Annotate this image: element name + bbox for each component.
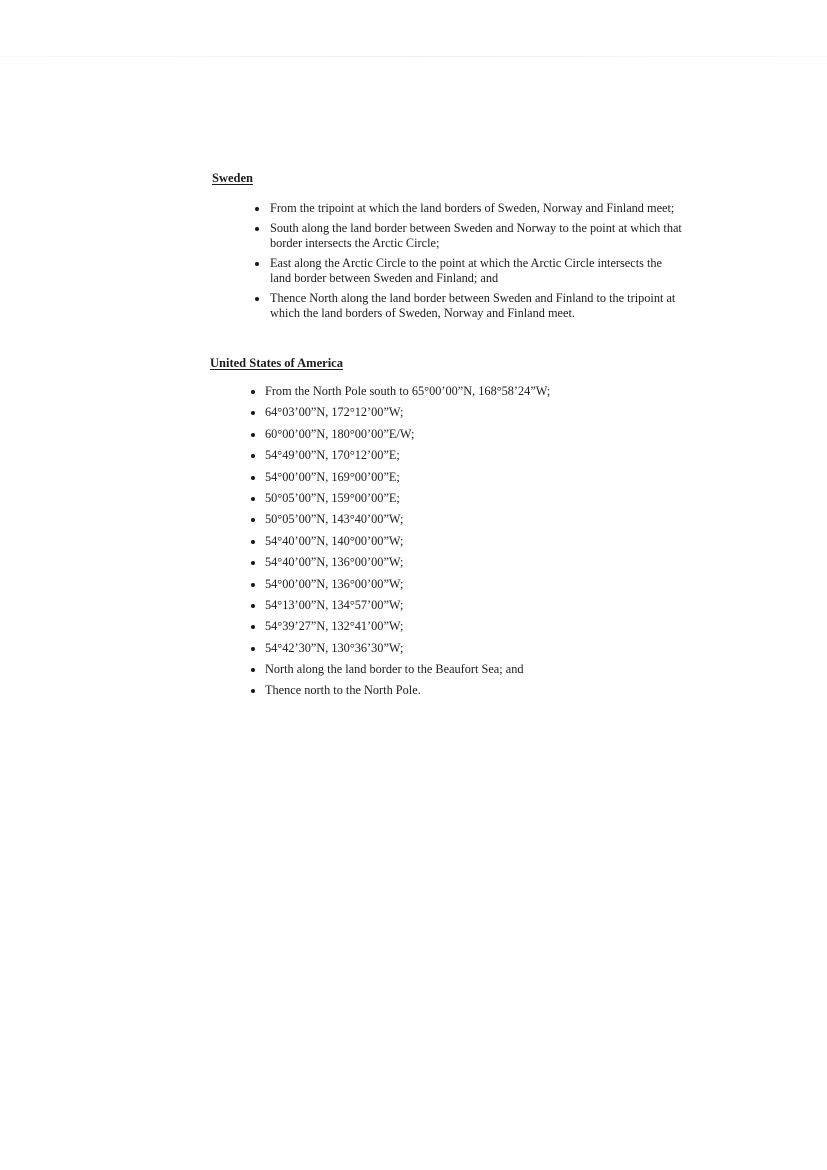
bullet-icon xyxy=(251,390,255,394)
list-item xyxy=(265,577,705,598)
list-item xyxy=(270,291,682,321)
list-item-text: North along the land border to the Beaufort Sea; and xyxy=(265,662,524,677)
list-item xyxy=(265,598,705,619)
bullet-icon xyxy=(251,540,255,544)
list-item xyxy=(270,201,682,216)
bullet-icon xyxy=(251,497,255,501)
list-item-text: East along the Arctic Circle to the point at which the Arctic Circle intersects the land border between Sweden and Finland; and xyxy=(270,256,663,285)
bullet-icon xyxy=(255,207,259,211)
bullet-icon xyxy=(251,647,255,651)
list-item xyxy=(265,534,705,555)
sweden-boundary-list xyxy=(270,201,682,326)
bullet-icon xyxy=(251,625,255,629)
list-item-text: 54°40’00”N, 140°00’00”W; xyxy=(265,533,404,548)
list-item xyxy=(265,641,705,662)
bullet-icon xyxy=(251,454,255,458)
list-item xyxy=(265,683,705,704)
scan-edge-line xyxy=(0,56,827,57)
bullet-icon xyxy=(251,518,255,522)
list-item xyxy=(265,491,705,512)
list-item-text: 54°49’00”N, 170°12’00”E; xyxy=(265,448,400,463)
sweden-heading: Sweden xyxy=(212,171,253,185)
list-item xyxy=(265,619,705,640)
bullet-icon xyxy=(251,433,255,437)
bullet-icon xyxy=(255,262,259,266)
list-item-text: 54°13’00”N, 134°57’00”W; xyxy=(265,597,404,612)
list-item xyxy=(265,448,705,469)
bullet-icon xyxy=(255,297,259,301)
list-item xyxy=(265,427,705,448)
bullet-icon xyxy=(251,604,255,608)
list-item-text: Thence North along the land border between Sweden and Finland to the tripoint at which the land borders of Sweden, Norway and Finland meet. xyxy=(270,291,676,320)
list-item-text: South along the land border between Sweden and Norway to the point at which that border intersects the Arctic Circle; xyxy=(270,221,682,250)
list-item-text: 54°00’00”N, 169°00’00”E; xyxy=(265,469,400,484)
list-item-text: 54°40’00”N, 136°00’00”W; xyxy=(265,555,404,570)
list-item xyxy=(265,662,705,683)
list-item-text: From the North Pole south to 65°00’00”N, 168°58’24”W; xyxy=(265,384,551,398)
list-item-text: Thence north to the North Pole. xyxy=(265,683,421,698)
bullet-icon xyxy=(251,561,255,565)
list-item xyxy=(265,555,705,576)
usa-heading: United States of America xyxy=(210,356,343,370)
list-item xyxy=(265,470,705,491)
bullet-icon xyxy=(251,476,255,480)
list-item xyxy=(265,384,705,405)
usa-boundary-list xyxy=(265,384,705,705)
list-item xyxy=(270,256,682,286)
list-item-text: 64°03’00”N, 172°12’00”W; xyxy=(265,405,404,420)
list-item-text: 54°42’30”N, 130°36’30”W; xyxy=(265,640,404,655)
list-item xyxy=(265,512,705,533)
bullet-icon xyxy=(251,689,255,693)
list-item xyxy=(270,221,682,251)
list-item-text: 54°39’27”N, 132°41’00”W; xyxy=(265,619,404,634)
list-item-text: 60°00’00”N, 180°00’00”E/W; xyxy=(265,426,415,441)
list-item-text: 50°05’00”N, 159°00’00”E; xyxy=(265,490,400,505)
list-item-text: From the tripoint at which the land borders of Sweden, Norway and Finland meet; xyxy=(270,201,675,215)
list-item-text: 54°00’00”N, 136°00’00”W; xyxy=(265,576,404,591)
bullet-icon xyxy=(251,411,255,415)
bullet-icon xyxy=(251,668,255,672)
bullet-icon xyxy=(255,227,259,231)
list-item xyxy=(265,405,705,426)
list-item-text: 50°05’00”N, 143°40’00”W; xyxy=(265,512,404,527)
bullet-icon xyxy=(251,583,255,587)
